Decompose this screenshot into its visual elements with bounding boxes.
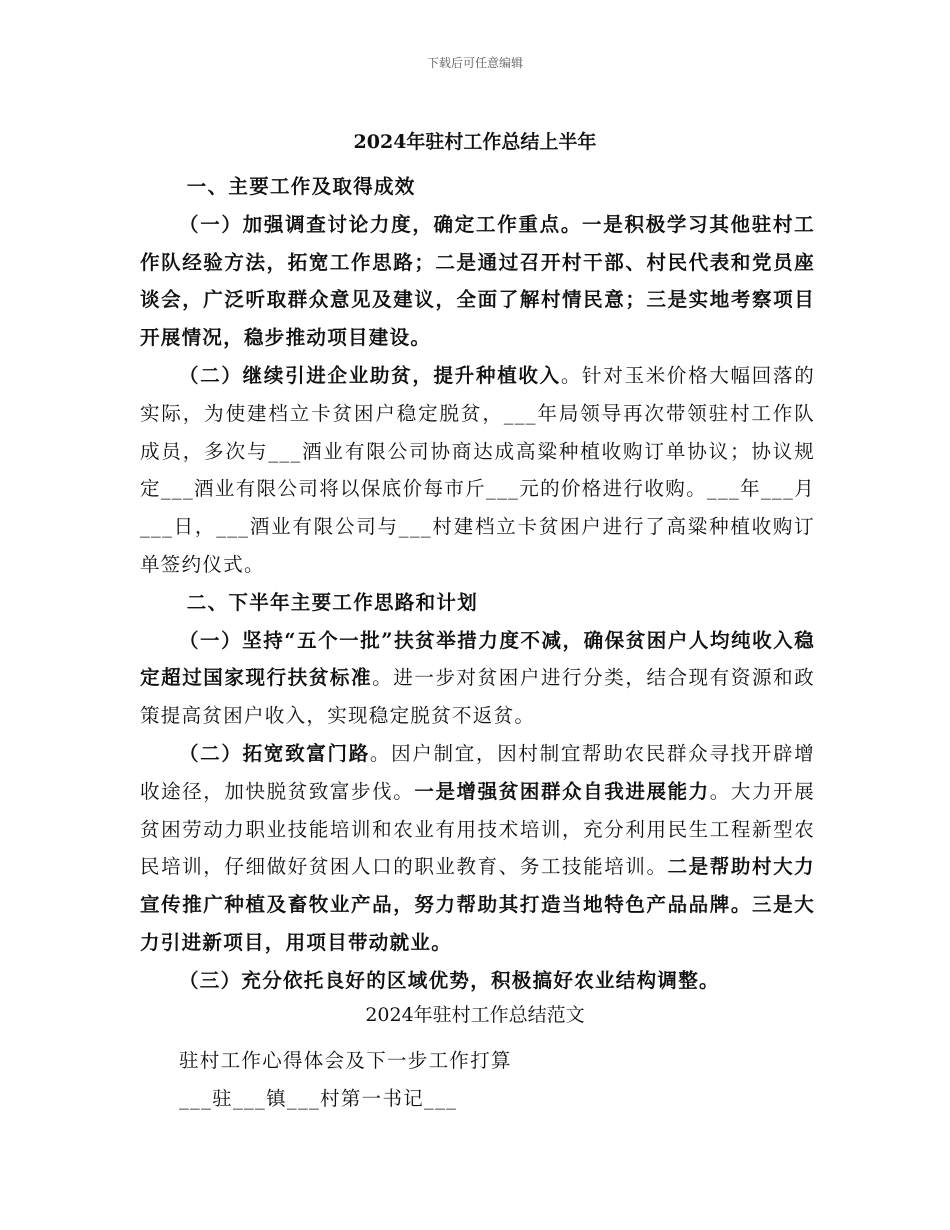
paragraph-4-bold-2: 一是增强贫困群众自我进展能力 [414, 779, 710, 803]
section-two [140, 1042, 815, 1118]
paragraph-3-bold: （一）坚持“五个一批”扶贫举措力度不减，确保贫困户人均纯收入稳定超过国家现行扶贫标准 [140, 628, 815, 690]
paragraph-3 [140, 622, 815, 735]
paragraph-5-bold: （三）充分依托良好的区域优势，积极搞好农业结构调整。 [179, 968, 720, 992]
subtitle-line: 驻村工作心得体会及下一步工作打算 [179, 1049, 512, 1072]
section-one [140, 168, 815, 1000]
paragraph-1-bold: （一）加强调查讨论力度，确定工作重点。一是积极学习其他驻村工作队经验方法，拓宽工作思路；二是通过召开村干部、村民代表和党员座谈会，广泛听取群众意见及建议，全面了解村情民意；三是实地考察项目开展情况，稳步推动项目建设。 [140, 212, 815, 350]
paragraph-4-bold-3: 二是帮助村大力宣传推广种植及畜牧业产品，努力帮助其打造当地特色产品品牌。三是大力引进新项目，用项目带动就业。 [140, 855, 815, 954]
paragraph-4-bold-1: （二）拓宽致富门路 [179, 741, 370, 765]
paragraph-4-text-2: 。大力开展贫困劳动力职业技能培训和农业有用技术培训，充分利用民生工程新型农民培训，仔细做好贫困人口的职业教育、务工技能培训。 [140, 779, 815, 879]
paragraph-2 [140, 357, 815, 584]
paragraph-4 [140, 735, 815, 962]
paragraph-1 [140, 206, 815, 357]
page-header: 下载后可任意编辑 [426, 56, 523, 70]
paragraph-2-bold: （二）继续引进企业助贫，提升种植收入 [179, 363, 561, 387]
paragraph-3-text: 。进一步对贫困户进行分类，结合现有资源和政策提高贫困户收入，实现稳定脱贫不返贫。 [140, 666, 815, 728]
second-document-title: 2024年驻村工作总结范文 [365, 1004, 585, 1026]
paragraph-5 [140, 962, 815, 1000]
section-heading-2: 二、下半年主要工作思路和计划 [186, 590, 478, 614]
paragraph-2-text: 。针对玉米价格大幅回落的实际，为使建档立卡贫困户稳定脱贫，___年局领导再次带领驻村工作队成员，多次与___酒业有限公司协商达成高粱种植收购订单协议；协议规定___酒业有限公司将以保底价每市斤___元的价格进行收购。___年___月___日，___酒业有限公司与___村建档立卡贫困户进行了高粱种植收购订单签约仪式。 [140, 363, 815, 576]
document-title: 2024年驻村工作总结上半年 [353, 131, 597, 153]
author-line: ___驻___镇___村第一书记___ [179, 1086, 458, 1110]
paragraph-4-text-1: 。因户制宜，因村制宜帮助农民群众寻找开辟增收途径，加快脱贫致富步伐。 [140, 741, 815, 803]
section-heading-1: 一、主要工作及取得成效 [186, 175, 416, 198]
